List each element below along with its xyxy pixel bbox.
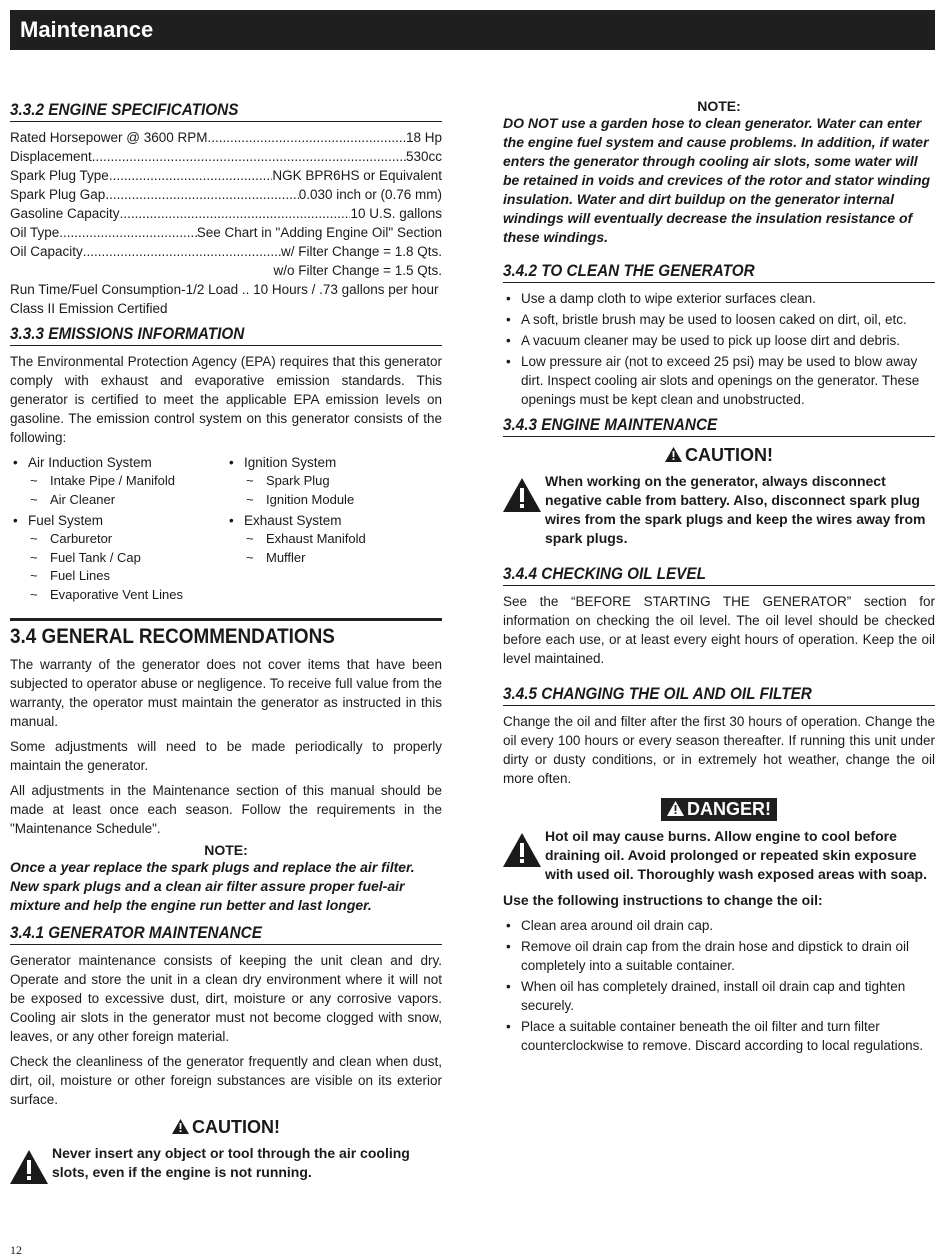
- spec-row-class: [10, 299, 442, 318]
- emissions-list-col1: [10, 453, 226, 604]
- system-label: Fuel System: [28, 513, 104, 528]
- component-item: ~ Fuel Lines: [28, 567, 226, 586]
- clean-generator-heading: 3.4.2 TO CLEAN THE GENERATOR: [503, 261, 935, 283]
- spec-label: Spark Plug Gap: [10, 187, 106, 202]
- warning-triangle-icon: [503, 478, 541, 512]
- changing-oil-heading: 3.4.5 CHANGING THE OIL AND OIL FILTER: [503, 684, 935, 706]
- component-list: [28, 530, 226, 604]
- general-recommendations-heading: 3.4 GENERAL RECOMMENDATIONS: [10, 618, 442, 649]
- checking-oil-heading: 3.4.4 CHECKING OIL LEVEL: [503, 564, 935, 586]
- emission-system-item: [10, 453, 226, 509]
- emission-system-item: [226, 453, 442, 509]
- list-item: • Use a damp cloth to wipe exterior surfaces clean.: [503, 289, 935, 308]
- spec-row: [10, 166, 442, 185]
- emission-system-item: [10, 511, 226, 604]
- generator-maintenance-heading: 3.4.1 GENERATOR MAINTENANCE: [10, 923, 442, 945]
- leader-dots: [208, 128, 406, 147]
- leader-dots: [109, 166, 273, 185]
- note-text: Once a year replace the spark plugs and replace the air filter. New spark plugs and a clean air filter assure proper fuel-air mixture and help the engine run better and last longer.: [10, 859, 415, 913]
- emissions-list-col2: [226, 453, 442, 567]
- general-p1: The warranty of the generator does not cover items that have been subjected to operator abuse or negligence. To receive full value from the warranty, the operator must maintain the generator as instructed in this manual.: [10, 657, 442, 729]
- oil-level-text: See the “BEFORE STARTING THE GENERATOR” section for information on checking the oil level. The oil level should be checked before each use, or at least every eight hours of operation. Keep the oil level maintained.: [503, 594, 935, 666]
- danger-title: DANGER!: [503, 798, 935, 821]
- component-list: [28, 472, 226, 509]
- spec-row: [10, 147, 442, 166]
- oil-change-steps: [503, 916, 935, 1055]
- water-note-heading: NOTE:: [697, 98, 741, 114]
- page-number: 12: [10, 1243, 22, 1257]
- right-column: [503, 98, 935, 1061]
- spec-label: Oil Type: [10, 225, 60, 240]
- list-item: • A vacuum cleaner may be used to pick up loose dirt and debris.: [503, 331, 935, 350]
- warning-triangle-icon: [10, 1150, 48, 1184]
- list-item: • Low pressure air (not to exceed 25 psi) may be used to blow away dirt. Inspect cooling air slots and openings on the generator. These openings must be kept clean and unobstructed.: [503, 352, 935, 409]
- warning-triangle-icon: [172, 1119, 189, 1134]
- caution-message: Never insert any object or tool through the air cooling slots, even if the engine is not running.: [10, 1144, 442, 1184]
- spec-value: 0.030 inch or (0.76 mm): [298, 187, 442, 202]
- page-header: [10, 10, 935, 50]
- spec-value: w/o Filter Change = 1.5 Qts.: [273, 263, 442, 278]
- list-item: • A soft, bristle brush may be used to loosen caked on dirt, oil, etc.: [503, 310, 935, 329]
- spec-value: Run Time/Fuel Consumption-1/2 Load .. 10 Hours / .73 gallons per hour: [10, 282, 439, 297]
- spec-label: Displacement: [10, 149, 92, 164]
- leader-dots: [105, 185, 298, 204]
- spec-value: See Chart in "Adding Engine Oil" Section: [196, 225, 442, 240]
- component-list: [244, 530, 442, 567]
- water-note-text: DO NOT use a garden hose to clean generator. Water can enter the engine fuel system and cause problems. In addition, if water enters the generator through cooling air slots, some water will be retained in voids and crevices of the rotor and stator winding insulation. Water and dirt buildup on the generator internal windings will eventually decrease the insulation resistance of these windings.: [503, 115, 931, 245]
- header-title: Maintenance: [20, 17, 154, 42]
- caution-message: When working on the generator, always disconnect negative cable from battery. Also, disconnect spark plug wires from the spark plugs and keep the wires away from spark plugs.: [503, 472, 935, 548]
- spec-list: [10, 128, 442, 261]
- spec-row: [10, 223, 442, 242]
- leader-dots: [59, 223, 196, 242]
- warning-triangle-icon: [503, 833, 541, 867]
- list-item: • When oil has completely drained, install oil drain cap and tighten securely.: [503, 977, 935, 1015]
- component-item: ~ Muffler: [244, 549, 442, 568]
- spec-label: Oil Capacity: [10, 244, 83, 259]
- spec-label: Gasoline Capacity: [10, 206, 120, 221]
- component-item: ~ Ignition Module: [244, 491, 442, 510]
- spec-value: w/ Filter Change = 1.8 Qts.: [281, 244, 442, 259]
- component-list: [244, 472, 442, 509]
- list-item: • Place a suitable container beneath the oil filter and turn filter counterclockwise to remove. Discard according to local regulations.: [503, 1017, 935, 1055]
- component-item: ~ Carburetor: [28, 530, 226, 549]
- spec-row: [10, 204, 442, 223]
- spec-row: [10, 185, 442, 204]
- spec-row-oil-wo: [10, 261, 442, 280]
- emissions-heading: 3.3.3 EMISSIONS INFORMATION: [10, 324, 442, 346]
- spec-value: 530cc: [405, 149, 442, 164]
- engine-specs-heading: 3.3.2 ENGINE SPECIFICATIONS: [10, 100, 442, 122]
- oil-change-text: Change the oil and filter after the first 30 hours of operation. Change the oil every 100 hours or every season thereafter. If running this unit under dirty or dusty conditions, or in extremely hot weather, change the oil more often.: [503, 714, 935, 786]
- gen-maint-p2: Check the cleanliness of the generator frequently and clean when dust, dirt, oil, moisture or other foreign substances are visible on its exterior surface.: [10, 1054, 442, 1107]
- oil-change-instructions-lead: Use the following instructions to change the oil:: [503, 892, 823, 908]
- spec-label: Rated Horsepower @ 3600 RPM: [10, 130, 208, 145]
- leader-dots: [92, 147, 406, 166]
- spec-row-runtime: [10, 280, 442, 299]
- component-item: ~ Intake Pipe / Manifold: [28, 472, 226, 491]
- component-item: ~ Air Cleaner: [28, 491, 226, 510]
- warning-triangle-icon: [665, 447, 682, 462]
- clean-list: [503, 289, 935, 409]
- emissions-text: The Environmental Protection Agency (EPA) requires that this generator comply with exhaust and evaporative emission standards. This generator is certified to meet the applicable EPA emission levels on gasoline. The emission control system on this generator consists of the following:: [10, 354, 442, 445]
- component-item: ~ Fuel Tank / Cap: [28, 549, 226, 568]
- component-item: ~ Exhaust Manifold: [244, 530, 442, 549]
- general-p3: All adjustments in the Maintenance section of this manual should be made at least once each season. Follow the requirements in the "Maintenance Schedule".: [10, 783, 442, 836]
- caution-title: CAUTION!: [503, 445, 935, 466]
- list-item: • Clean area around oil drain cap.: [503, 916, 935, 935]
- spec-row: [10, 128, 442, 147]
- system-label: Ignition System: [244, 455, 337, 470]
- system-label: Air Induction System: [28, 455, 152, 470]
- spec-row: [10, 242, 442, 261]
- component-item: ~ Spark Plug: [244, 472, 442, 491]
- emission-system-item: [226, 511, 442, 567]
- note-heading: NOTE:: [204, 842, 248, 858]
- emissions-systems: [10, 453, 442, 610]
- warning-triangle-icon: [667, 801, 684, 816]
- list-item: • Remove oil drain cap from the drain hose and dipstick to drain oil completely into a suitable container.: [503, 937, 935, 975]
- gen-maint-p1: Generator maintenance consists of keeping the unit clean and dry. Operate and store the unit in a clean dry environment where it will not be exposed to excessive dust, dirt, moisture or any corrosive vapors. Cooling air slots in the generator must not become clogged with snow, leaves, or any other foreign material.: [10, 953, 442, 1044]
- system-label: Exhaust System: [244, 513, 342, 528]
- spec-value: NGK BPR6HS or Equivalent: [272, 168, 442, 183]
- caution-title: CAUTION!: [10, 1117, 442, 1138]
- engine-maintenance-heading: 3.4.3 ENGINE MAINTENANCE: [503, 415, 935, 437]
- left-column: [10, 96, 442, 1192]
- leader-dots: [83, 242, 281, 261]
- spec-value: 18 Hp: [405, 130, 442, 145]
- spec-label: Spark Plug Type: [10, 168, 109, 183]
- danger-message: Hot oil may cause burns. Allow engine to cool before draining oil. Avoid prolonged or repeated skin exposure with used oil. Thoroughly wash exposed areas with soap.: [503, 827, 935, 884]
- spec-value: Class II Emission Certified: [10, 301, 168, 316]
- leader-dots: [120, 204, 351, 223]
- general-p2: Some adjustments will need to be made periodically to properly maintain the generator.: [10, 739, 442, 773]
- spec-value: 10 U.S. gallons: [350, 206, 442, 221]
- component-item: ~ Evaporative Vent Lines: [28, 586, 226, 605]
